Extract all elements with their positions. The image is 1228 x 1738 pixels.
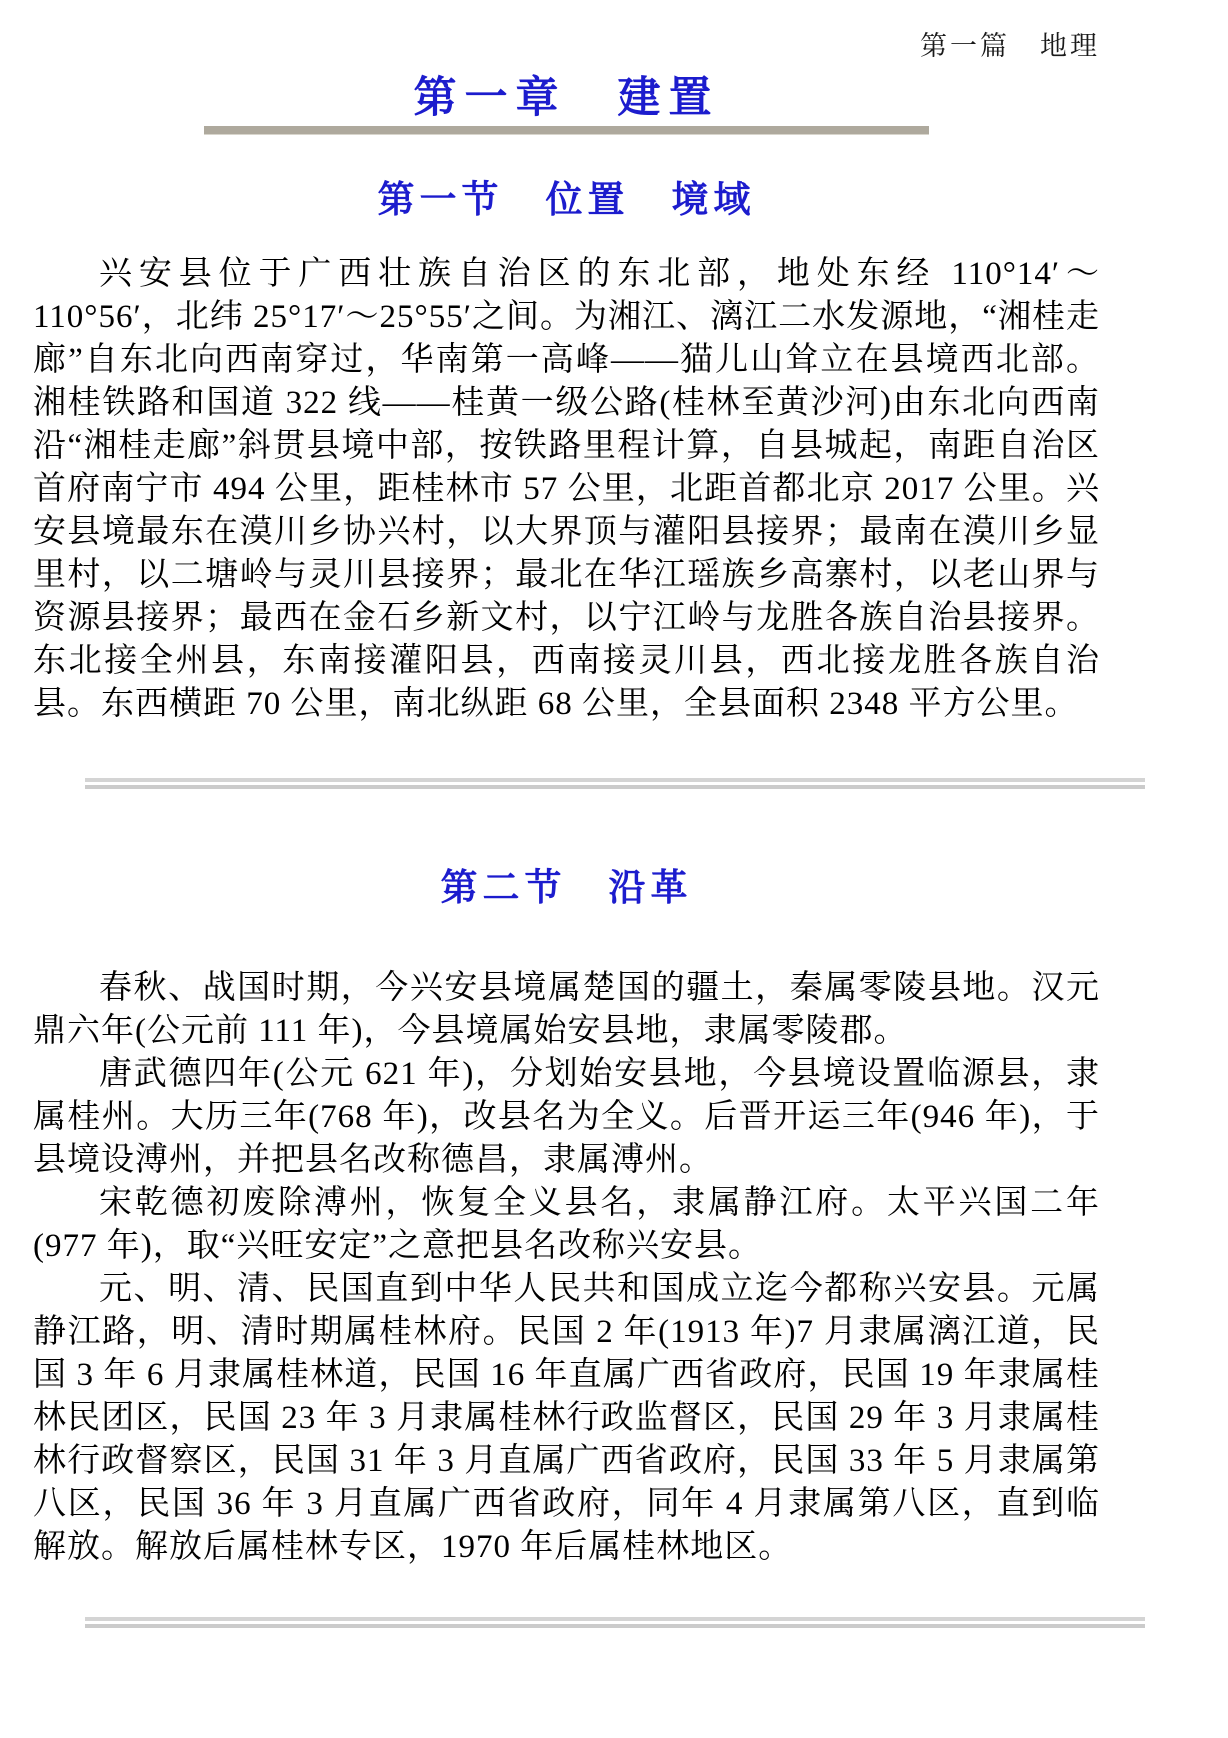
- section-2-paragraph-1: 春秋、战国时期，今兴安县境属楚国的疆土，秦属零陵县地。汉元鼎六年(公元前 111 年)，今县境属始安县地，隶属零陵郡。: [33, 970, 1100, 1049]
- section-2-heading: 第二节 沿革: [440, 868, 693, 909]
- page-bottom-divider: [85, 1617, 1145, 1628]
- running-header: 第一篇 地理: [920, 31, 1100, 61]
- section-2-paragraph-2: 唐武德四年(公元 621 年)，分划始安县地，今县境设置临源县，隶属桂州。大历三年(768 年)，改县名为全义。后晋开运三年(946 年)，于县境设溥州，并把县名改称德昌，隶属溥州。: [33, 1056, 1100, 1178]
- section-2-paragraph-4: 元、明、清、民国直到中华人民共和国成立迄今都称兴安县。元属静江路，明、清时期属桂林府。民国 2 年(1913 年)7 月隶属漓江道，民国 3 年 6 月隶属桂林道，民国 16 年直属广西省政府，民国 19 年隶属桂林民团区，民国 23 年 3 月隶属桂林行政监督区，民国 29 年 3 月隶属桂林行政督察区，民国 31 年 3 月直属广西省政府，民国 33 年 5 月隶属第八区，民国 36 年 3 月直属广西省政府，同年 4 月隶属第八区，直到临解放。解放后属桂林专区，1970 年后属桂林地区。: [33, 1271, 1101, 1565]
- section-1-heading: 第一节 位置 境域: [377, 180, 756, 221]
- chapter-title: 第一章 建置: [413, 75, 720, 122]
- section-divider: [85, 778, 1145, 789]
- section-1-paragraph-1: 兴安县位于广西壮族自治区的东北部，地处东经 110°14′～110°56′，北纬 25°17′～25°55′之间。为湘江、漓江二水发源地，“湘桂走廊”自东北向西南穿过，华南第一高峰——猫儿山耸立在县境西北部。湘桂铁路和国道 322 线——桂黄一级公路(桂林至黄沙河)由东北向西南沿“湘桂走廊”斜贯县境中部，按铁路里程计算，自县城起，南距自治区首府南宁市 494 公里，距桂林市 57 公里，北距首都北京 2017 公里。兴安县境最东在漠川乡协兴村，以大界顶与灌阳县接界；最南在漠川乡显里村，以二塘岭与灵川县接界；最北在华江瑶族乡高寨村，以老山界与资源县接界；最西在金石乡新文村，以宁江岭与龙胜各族自治县接界。东北接全州县，东南接灌阳县，西南接灵川县，西北接龙胜各族自治县。东西横距 70 公里，南北纵距 68 公里，全县面积 2348 平方公里。: [33, 256, 1100, 722]
- section-2-paragraph-3: 宋乾德初废除溥州，恢复全义县名，隶属静江府。太平兴国二年(977 年)，取“兴旺安定”之意把县名改称兴安县。: [33, 1185, 1100, 1264]
- chapter-title-underline-bar: [204, 126, 929, 135]
